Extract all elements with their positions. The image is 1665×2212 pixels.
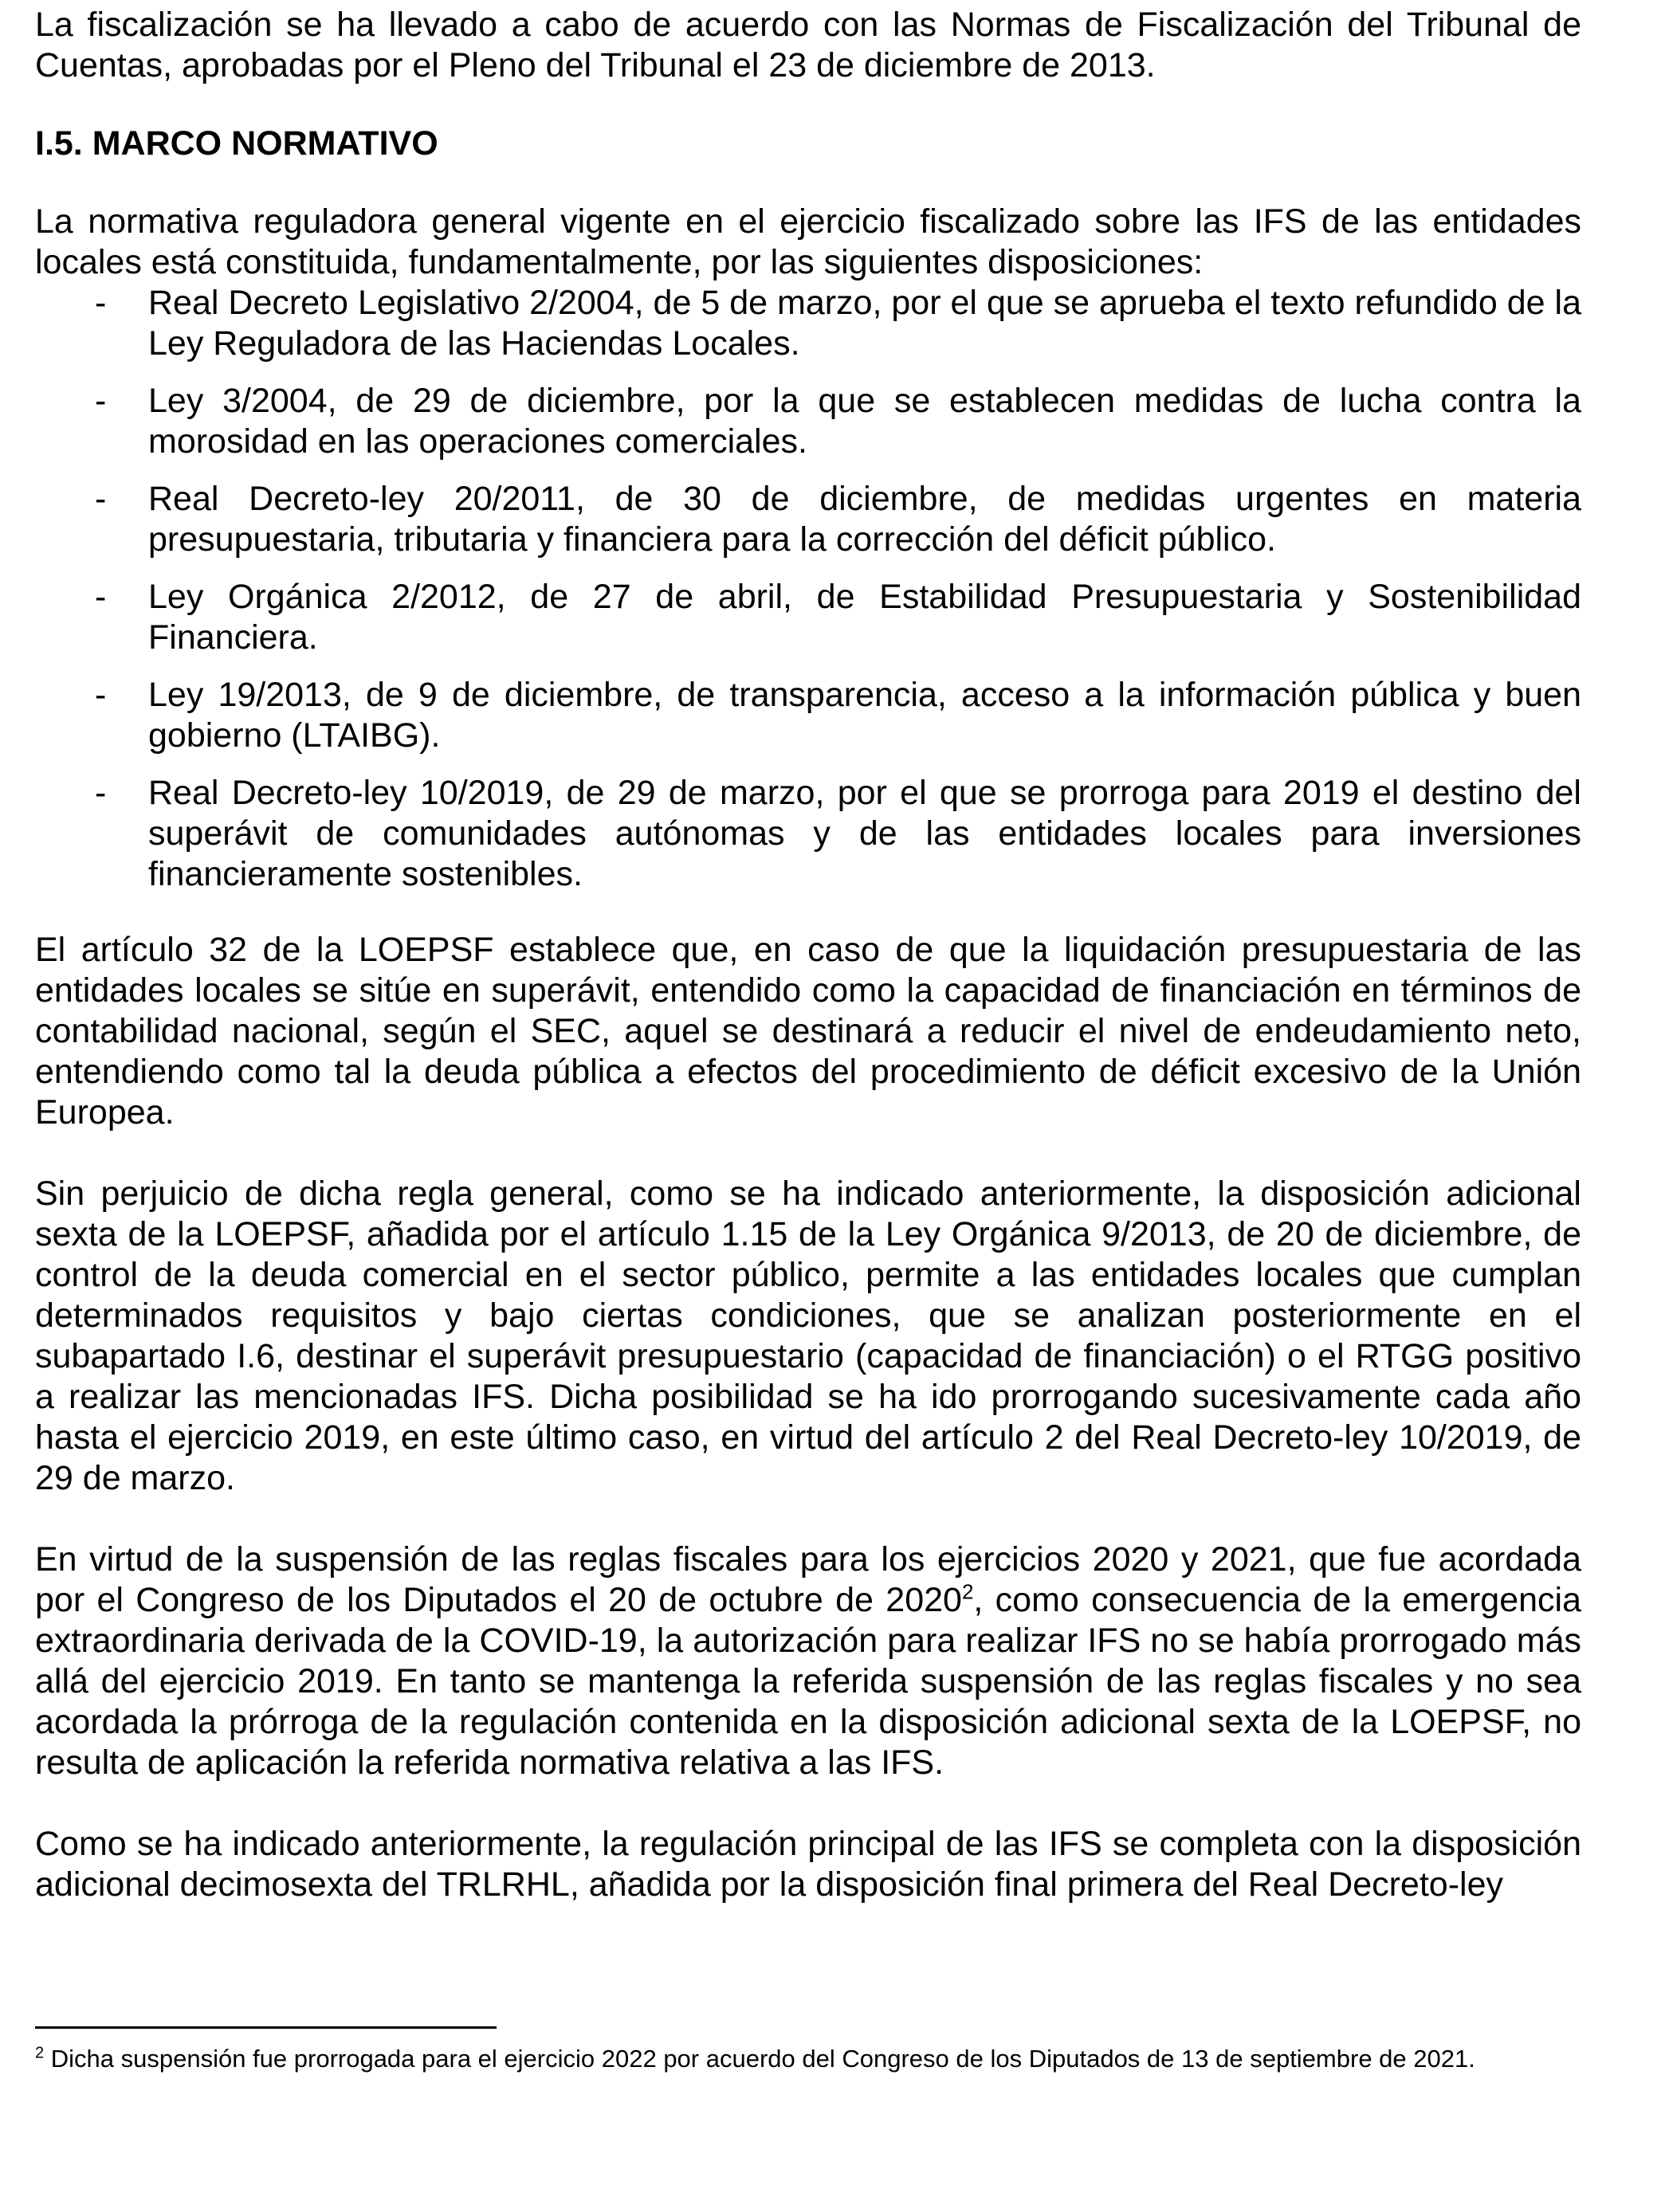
list-item-text: Ley 3/2004, de 29 de diciembre, por la que se establecen medidas de lucha contra la morosidad en las operaciones comerciales. <box>148 382 1581 461</box>
bullet-dash: - <box>95 480 107 518</box>
suspension-text-end: , como consecuencia de la emergencia extraordinaria derivada de la COVID-19, la autorización para realizar IFS no se había prorrogado más allá del ejercicio 2019. En tanto se mantenga la referida suspensión de las reglas fiscales y no sea acordada la prórroga de la regulación contenida en la disposición adicional sexta de la LOEPSF, no resulta de aplicación la referida normativa relativa a las IFS. <box>35 1581 1582 1782</box>
suspension-text-start: En virtud de la suspensión de las reglas fiscales para los ejercicios 2020 y 2021, que fue acordada por el Congreso de los Diputados el 20 de octubre de 2020 <box>35 1540 1581 1619</box>
bullet-dash: - <box>95 284 107 322</box>
footnote-reference[interactable]: 2 <box>961 1579 974 1604</box>
list-item <box>35 577 1581 658</box>
document-page <box>35 0 1581 1905</box>
regulacion-paragraph: Como se ha indicado anteriormente, la regulación principal de las IFS se completa con la disposición adicional decimosexta del TRLRHL, añadida por la disposición final primera del Real Decreto-ley <box>35 1825 1581 1904</box>
bullet-dash: - <box>95 774 107 812</box>
footnote-separator <box>35 2026 497 2029</box>
list-item <box>35 283 1581 364</box>
list-item-text: Ley Orgánica 2/2012, de 27 de abril, de Estabilidad Presupuestaria y Sostenibilidad Financiera. <box>148 578 1581 657</box>
bullet-dash: - <box>95 382 107 420</box>
suspension-paragraph <box>35 1539 1581 1783</box>
list-item-text: Real Decreto-ley 10/2019, de 29 de marzo, por el que se prorroga para 2019 el destino del superávit de comunidades autónomas y de las entidades locales para inversiones financieramente sostenibles. <box>148 774 1581 893</box>
normativa-intro-paragraph: La normativa reguladora general vigente en el ejercicio fiscalizado sobre las IFS de las entidades locales está constituida, fundamentalmente, por las siguientes disposiciones: <box>35 202 1581 281</box>
list-item <box>35 773 1581 895</box>
section-heading: I.5. MARCO NORMATIVO <box>35 124 438 163</box>
list-item-text: Real Decreto-ley 20/2011, de 30 de diciembre, de medidas urgentes en materia presupuestaria, tributaria y financiera para la corrección del déficit público. <box>148 480 1581 559</box>
list-item <box>35 675 1581 756</box>
footnote <box>35 2044 1581 2073</box>
list-item <box>35 479 1581 560</box>
bullet-dash: - <box>95 676 107 714</box>
perjuicio-paragraph: Sin perjuicio de dicha regla general, como se ha indicado anteriormente, la disposición adicional sexta de la LOEPSF, añadida por el artículo 1.15 de la Ley Orgánica 9/2013, de 20 de diciembre, de control de la deuda comercial en el sector público, permite a las entidades locales que cumplan determinados requisitos y bajo ciertas condiciones, que se analizan posteriormente en el subapartado I.6, destinar el superávit presupuestario (capacidad de financiación) o el RTGG positivo a realizar las mencionadas IFS. Dicha posibilidad se ha ido prorrogando sucesivamente cada año hasta el ejercicio 2019, en este último caso, en virtud del artículo 2 del Real Decreto-ley 10/2019, de 29 de marzo. <box>35 1175 1581 1497</box>
footnote-text: Dicha suspensión fue prorrogada para el ejercicio 2022 por acuerdo del Congreso de los Diputados de 13 de septiembre de 2021. <box>44 2045 1475 2073</box>
disposiciones-list <box>35 283 1581 895</box>
list-item-text: Ley 19/2013, de 9 de diciembre, de transparencia, acceso a la información pública y buen gobierno (LTAIBG). <box>148 676 1581 755</box>
intro-paragraph: La fiscalización se ha llevado a cabo de acuerdo con las Normas de Fiscalización del Tribunal de Cuentas, aprobadas por el Pleno del Tribunal el 23 de diciembre de 2013. <box>35 6 1581 84</box>
footnote-marker: 2 <box>35 2044 45 2062</box>
list-item <box>35 381 1581 462</box>
articulo32-paragraph: El artículo 32 de la LOEPSF establece que, en caso de que la liquidación presupuestaria de las entidades locales se sitúe en superávit, entendido como la capacidad de financiación en términos de contabilidad nacional, según el SEC, aquel se destinará a reducir el nivel de endeudamiento neto, entendiendo como tal la deuda pública a efectos del procedimiento de déficit excesivo de la Unión Europea. <box>35 931 1581 1131</box>
bullet-dash: - <box>95 578 107 616</box>
list-item-text: Real Decreto Legislativo 2/2004, de 5 de marzo, por el que se aprueba el texto refundido de la Ley Reguladora de las Haciendas Locales. <box>148 284 1581 363</box>
